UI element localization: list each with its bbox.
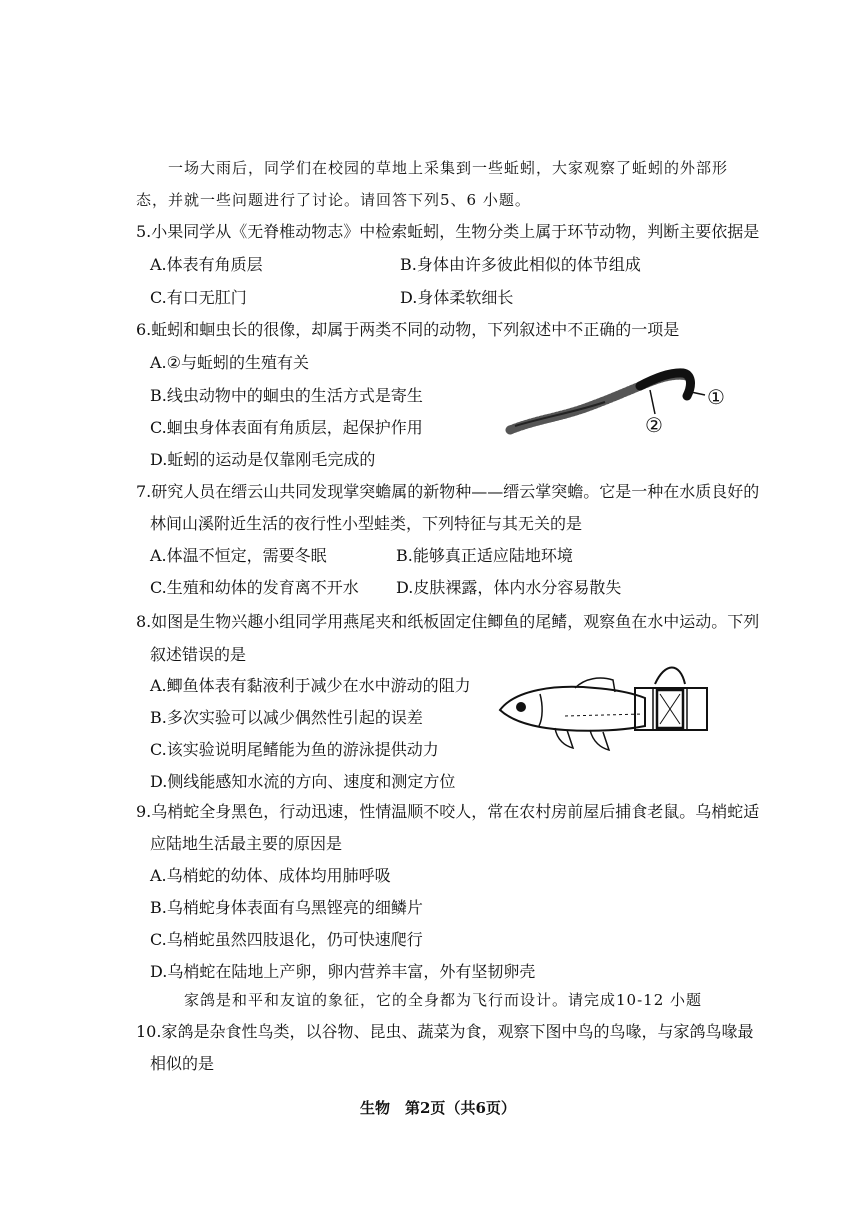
- question-7-stem-line-2: 林间山溪附近生活的夜行性小型蛙类，下列特征与其无关的是: [150, 514, 583, 533]
- question-7-option-d: D.皮肤裸露，体内水分容易散失: [396, 578, 622, 597]
- question-6-option-a: A.②与蚯蚓的生殖有关: [150, 353, 309, 372]
- intro-text-line-2: 态，并就一些问题进行了讨论。请回答下列5、6 小题。: [136, 191, 531, 209]
- question-9-option-c: C.乌梢蛇虽然四肢退化，仍可快速爬行: [150, 930, 423, 949]
- figure-label-1: ①: [707, 385, 725, 409]
- question-8-stem-line-1: 8.如图是生物兴趣小组同学用燕尾夹和纸板固定住鲫鱼的尾鳍，观察鱼在水中运动。下列: [136, 612, 760, 631]
- question-5-option-c: C.有口无肛门: [150, 288, 247, 307]
- question-7-stem-line-1: 7.研究人员在缙云山共同发现掌突蟾属的新物种——缙云掌突蟾。它是一种在水质良好的: [136, 482, 760, 501]
- question-8-option-c: C.该实验说明尾鳍能为鱼的游泳提供动力: [150, 740, 439, 759]
- label-1-pointer: [691, 392, 705, 395]
- question-9-option-a: A.乌梢蛇的幼体、成体均用肺呼吸: [150, 866, 391, 885]
- question-5-option-b: B.身体由许多彼此相似的体节组成: [400, 255, 641, 274]
- question-5-stem: 5.小果同学从《无脊椎动物志》中检索蚯蚓，生物分类上属于环节动物，判断主要依据是: [136, 222, 760, 241]
- question-8-option-a: A.鲫鱼体表有黏液利于减少在水中游动的阻力: [150, 676, 471, 695]
- question-9-stem-line-1: 9.乌梢蛇全身黑色，行动迅速，性情温顺不咬人，常在农村房前屋后捕食老鼠。乌梢蛇适: [136, 802, 760, 821]
- question-9-option-d: D.乌梢蛇在陆地上产卵，卵内营养丰富，外有坚韧卵壳: [150, 962, 536, 981]
- earthworm-figure: [505, 362, 745, 442]
- intro-text-pigeon: 家鸽是和平和友谊的象征，它的全身都为飞行而设计。请完成10-12 小题: [184, 991, 703, 1009]
- question-10-stem-line-2: 相似的是: [150, 1054, 215, 1073]
- question-6-option-d: D.蚯蚓的运动是仅靠刚毛完成的: [150, 450, 376, 469]
- fish-eye-icon: [516, 702, 526, 712]
- question-7-option-a: A.体温不恒定，需要冬眠: [150, 546, 327, 565]
- question-6-option-c: C.蛔虫身体表面有角质层，起保护作用: [150, 418, 423, 437]
- question-8-option-b: B.多次实验可以减少偶然性引起的误差: [150, 708, 423, 727]
- label-2-pointer: [650, 390, 655, 414]
- question-7-option-c: C.生殖和幼体的发育离不开水: [150, 578, 359, 597]
- question-10-stem-line-1: 10.家鸽是杂食性鸟类，以谷物、昆虫、蔬菜为食，观察下图中鸟的鸟喙，与家鸽鸟喙最: [136, 1022, 754, 1041]
- question-9-stem-line-2: 应陆地生活最主要的原因是: [150, 834, 343, 853]
- question-6-stem: 6.蚯蚓和蛔虫长的很像，却属于两类不同的动物，下列叙述中不正确的一项是: [136, 320, 680, 339]
- question-9-option-b: B.乌梢蛇身体表面有乌黑铿亮的细鳞片: [150, 898, 423, 917]
- question-5-option-d: D.身体柔软细长: [400, 288, 514, 307]
- question-5-option-a: A.体表有角质层: [150, 255, 263, 274]
- binder-clip-icon: [655, 668, 685, 685]
- figure-label-2: ②: [645, 413, 663, 437]
- page-footer: 生物 第2页（共6页）: [360, 1099, 516, 1117]
- intro-text-line-1: 一场大雨后，同学们在校园的草地上采集到一些蚯蚓，大家观察了蚯蚓的外部形: [168, 159, 729, 177]
- question-7-option-b: B.能够真正适应陆地环境: [396, 546, 573, 565]
- fish-clip-figure: [495, 660, 720, 760]
- question-6-option-b: B.线虫动物中的蛔虫的生活方式是寄生: [150, 386, 423, 405]
- question-8-option-d: D.侧线能感知水流的方向、速度和测定方位: [150, 772, 456, 791]
- question-8-stem-line-2: 叙述错误的是: [150, 645, 247, 664]
